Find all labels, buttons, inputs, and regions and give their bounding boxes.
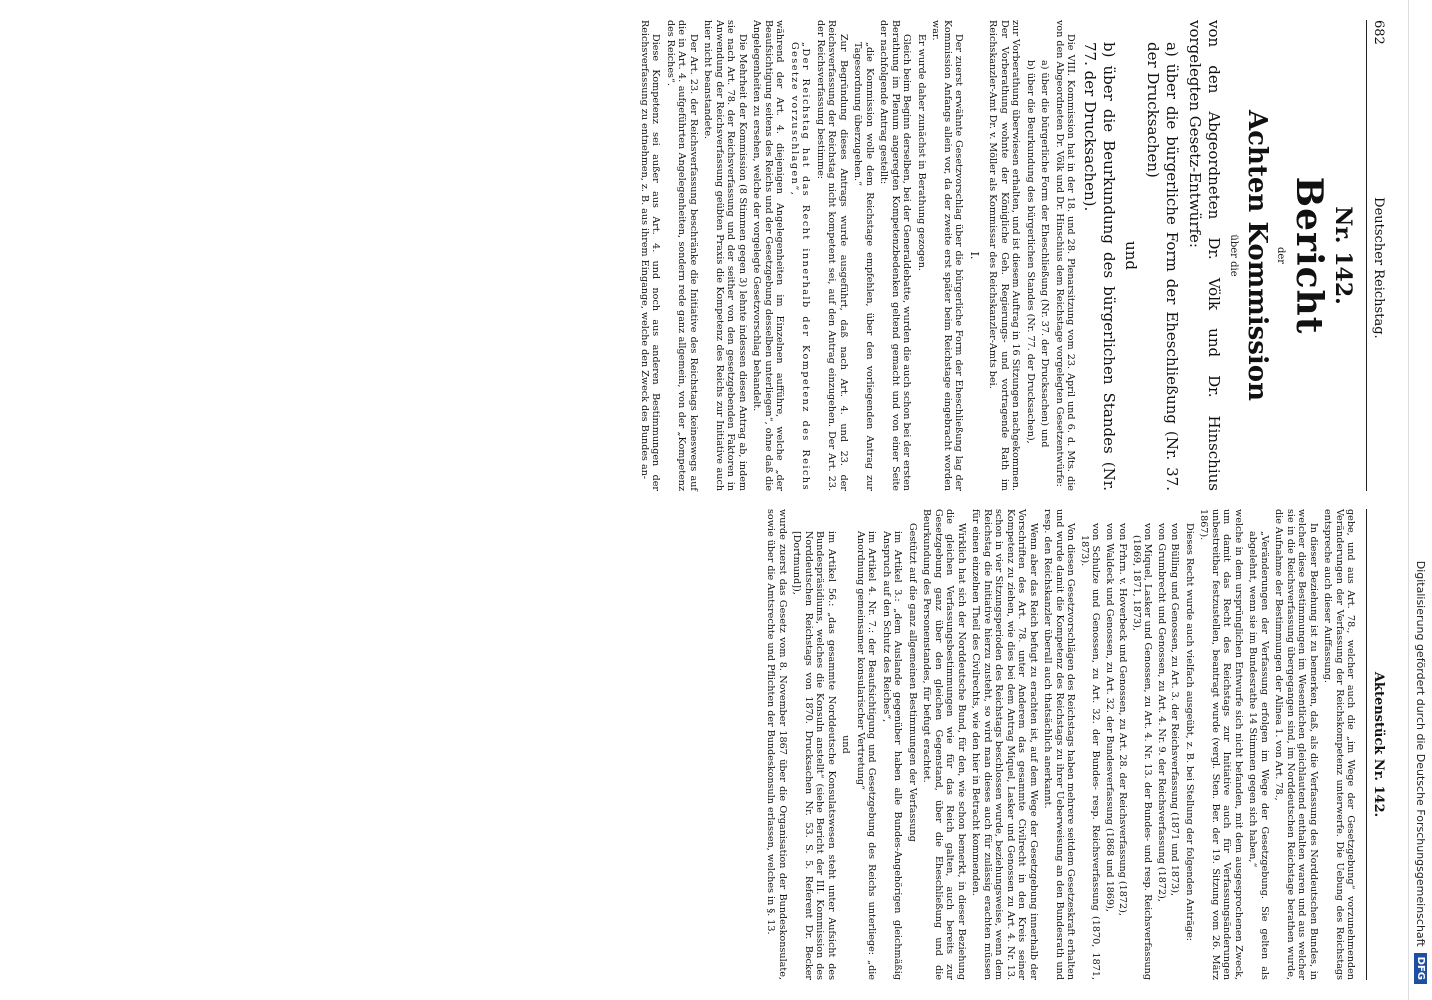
paragraph: welche in dem ursprünglichen Entwurfe sich nicht befanden, mit dem ausgesprochenen Zweck, um damit das Recht des Reichstags zur Initiative auch für Verfassungsänderungen unbestreitbar festzustellen, beantragt wurde (vergl. Sten. Ber. der 19. Sitzung vom 26. März 1867). xyxy=(1198,509,1244,980)
article-citation: im Artikel 4. Nr. 7.: der Beaufsichtigung und Gesetzgebung des Reichs unterliege: „die Anordnung gemeinsamer konsularischer Vertretung“ xyxy=(854,531,878,980)
right-running-header xyxy=(1366,509,1386,980)
paragraph: Er wurde daher zunächst in Berathung gezogen. xyxy=(915,34,927,271)
running-head-right: Aktenstück Nr. 142. xyxy=(1371,671,1386,818)
paragraph: Wirklich hat sich der Norddeutsche Bund, für den, wie schon bemerkt, in dieser Beziehung die gleichen Verfassungsbestimmungen wie für das Reich galten, auch bereits zur Gesetzgebung ganz über den gleichen Gegenstand, über die Eheschließung und die Beurkundung des Personenstandes, für befugt erachtet. xyxy=(921,509,967,980)
page-content xyxy=(26,20,1386,980)
paragraph: Gleich beim Beginn derselben, bei der Generaldebatte, wurden die auch schon bei der ersten Berathung im Plenum angeregten Kompetenzbedenken geltend gemacht und von einer Seite der nachfolgende Antrag gestellt: xyxy=(878,20,913,491)
paragraph: a) über die bürgerliche Form der Eheschließung (Nr. 37. der Drucksachen) und xyxy=(1039,60,1051,448)
document-number: Nr. 142. xyxy=(1330,206,1357,305)
right-column xyxy=(26,509,1386,980)
motion-item: von Grumbrecht und Genossen, zu Art. 4. Nr. 9. der Reichsverfassung (1872), xyxy=(1155,523,1167,902)
authors-line: von den Abgeordneten Dr. Völk und Dr. Hinschius vorgelegten Gesetz-Entwürfe: xyxy=(1185,20,1223,491)
paragraph: zur Vorberathung überwiesen erhalten, und ist diesem Auftrag in 16 Sitzungen nachgekommen. Der Vorberathung wohnte der Königliche Geh. Regierungs- und vortragende Rath im Reichskanzler-Amt Dr. v. Möller als Kommissar des Reichskanzler-Amts bei. xyxy=(987,20,1022,491)
paragraph: b) über die Beurkundung des bürgerlichen Standes (Nr. 77. der Drucksachen), xyxy=(1024,60,1036,444)
dfg-logo: DFG xyxy=(1414,953,1427,984)
article-citation: im Artikel 56.: „das gesammte Norddeutsche Konsulatswesen steht unter Aufsicht des Bundespräsidiums, welches die Konsuln anstellt“ (siehe Bericht der III. Kommission des Norddeutschen Reichstags von 1870. Drucksachen Nr. 53. S. 5. Referent Dr. Becker [Dortmund]), xyxy=(791,531,837,980)
paragraph: Wenn aber das Reich befugt zu erachten ist, auf dem Wege der Gesetzgebung innerhalb der Vorschriften des Art. 78. unter Anderem das gesammte Civilrecht in den Kreis seiner Kompetenz zu ziehen, wie dies bei dem Antrag Miquel, Lasker und Genossen zu Art. 4. Nr. 13. schon in vier Sitzungsperioden des Reichstags beschlossen wurde, beziehungsweise, wenn dem Reichstag die Initiative hierzu zusteht, so wird man dieses auch für zulässig erachten müssen für einen einzelnen Theil des Civilrechts, wie den hier in Betracht kommenden. xyxy=(970,509,1039,980)
section-heading: I. xyxy=(967,251,981,260)
scan-notice: Digitalisierung gefördert durch die Deutsche Forschungsgemeinschaft xyxy=(1414,560,1427,947)
motion-item: von Schulze und Genossen, zu Art. 32. der Bundes- resp. Reichsverfassung (1870, 1871, 1873). xyxy=(1078,523,1102,980)
paragraph: wurde zuerst das Gesetz vom 8. November 1867 über die Organisation der Bundeskonsulate, sowie über die Amtsrechte und Pflichten der Bundeskonsuln erlassen, welches in §. 13. xyxy=(765,509,788,980)
paragraph: Die VIII. Kommission hat in der 18. und 28. Plenarsitzung vom 23. April und 6. d. Mts. die von den Abgeordneten Dr. Völk und Dr. Hinschius dem Reichstage vorgelegten Gesetzentwürfe: xyxy=(1053,20,1077,491)
paragraph: Zur Begründung dieses Antrags wurde ausgeführt, daß nach Art. 4. und 23. der Reichsverfassung der Reichstag nicht kompetent sei, auf den Antrag einzugehen. Der Art. 23. der Reichsverfassung bestimme: xyxy=(814,20,849,491)
paragraph: Die Mehrheit der Kommission (8 Stimmen gegen 3) lehnte indessen diesen Antrag ab, indem sie nach Art. 78. der Reichsverfassung und der seither von den gesetzgebenden Faktoren in Anwendung der Reichsverfassung geübten Praxis die Kompetenz des Reichs zur Initiative auch hier nicht beanstandete. xyxy=(702,20,748,491)
paragraph: Gestützt auf die ganz allgemeinen Bestimmungen der Verfassung xyxy=(906,523,918,842)
scan-notice-bar xyxy=(1408,0,1432,1000)
article-citation: im Artikel 3.: „dem Auslande gegenüber haben alle Bundes-Angehörigen gleichmäßig Anspruch auf den Schutz des Reiches“, xyxy=(880,531,904,980)
bill-item-a: a) über die bürgerliche Form der Eheschließung (Nr. 37. der Drucksachen) xyxy=(1144,42,1182,491)
word-der: der xyxy=(1274,246,1286,265)
paragraph: Diese Kompetenz sei außer aus Art. 4. und noch aus anderen Bestimmungen der Reichsverfassung zu entnehmen, z. B. aus ihrem Eingange, welche den Zweck des Bundes an- xyxy=(638,20,662,491)
paragraph: Der zuerst erwähnte Gesetzvorschlag über die bürgerliche Form der Eheschließung lag der Kommission Anfangs allein vor, da der zweite erst später beim Reichstage eingebracht worden war. xyxy=(930,20,965,491)
paragraph: gebe, und aus Art. 78., welcher auch die „im Wege der Gesetzgebung“ vorzunehmenden Veränderungen der Verfassung der Reichskompetenz unterwerfe. Die Uebung des Reichstags entspreche auch dieser Auffassung. xyxy=(1322,509,1357,980)
motion-quote: „die Kommission wolle dem Reichstage empfehlen, über den vorliegenden Antrag zur Tagesordnung überzugehen.“ xyxy=(852,42,875,491)
motion-item: von Miquel, Lasker und Genossen, zu Art. 4. Nr. 13. der Bundes- und resp. Reichsverfassung (1869, 1871, 1873), xyxy=(1130,523,1154,980)
paragraph: Dieses Recht wurde auch vielfach ausgeübt, z. B. bei Stellung der folgenden Anträge: xyxy=(1183,523,1195,941)
paragraph: Der Art. 23. der Reichsverfassung beschränke die Initiative des Reichstags keineswegs auf die in Art. 4. aufgeführten Angelegenheiten, sondern rede ganz allgemein, von der „Kompetenz des Reiches“. xyxy=(664,20,699,491)
paragraph: Von diesen Gesetzvorschlägen des Reichstags haben mehrere seitdem Gesetzeskraft erhalten und wurde damit die Kompetenz des Reichstags zu ihrer Ueberweisung an den Bundesrath und resp. den Reichskanzler überall auch thatsächlich anerkannt. xyxy=(1042,509,1077,980)
left-running-header xyxy=(1366,20,1386,491)
motion-item: von Waldeck und Genossen, zu Art. 32. der Bundesverfassung (1868 und 1869), xyxy=(1103,523,1115,912)
commission-name: Achten Kommission xyxy=(1241,109,1272,402)
page-number: 682 xyxy=(1371,20,1386,45)
article-quote: „Der Reichstag hat das Recht innerhalb der Kompetenz des Reichs Gesetze vorzuschlagen“, xyxy=(788,42,812,491)
left-column xyxy=(26,20,1386,491)
paragraph: während der Art. 4. diejenigen Angelegenheiten im Einzelnen aufführe, welche „der Beaufsichtigung seitens des Reichs und der Gesetzgebung desselben unterliegen“, ohne daß die Angelegenheiten zu ersehen, welche der vorgelegte Gesetzvorschlag behandelt. xyxy=(751,20,786,491)
paragraph: In dieser Beziehung ist zu bemerken, daß, als die Verfassung des Norddeutschen Bundes, in welcher diese Bestimmungen im Wesentlichen gleichlautend enthalten waren und aus welcher sie in die Reichsverfassung übergegangen sind, im Norddeutschen Reichstage berathen wurde, die Aufnahme der Bestimmungen der Alinea 1. von Art. 78., xyxy=(1273,509,1319,980)
bill-item-b: b) über die Beurkundung des bürgerlichen Standes (Nr. 77. der Drucksachen). xyxy=(1080,42,1118,491)
word-ueber: über die xyxy=(1227,234,1239,277)
word-und: und xyxy=(840,735,852,754)
motion-list xyxy=(1078,509,1180,980)
word-und: und xyxy=(1121,241,1140,270)
document-title: Bericht xyxy=(1288,176,1331,335)
motion-item: von Bülling und Genossen, zu Art. 3. der Reichsverfassung (1871 und 1873), xyxy=(1169,523,1181,897)
constitution-quote: „Veränderungen der Verfassung erfolgen im Wege der Gesetzgebung. Sie gelten als abgelehnt, wenn sie im Bundesrathe 14 Stimmen gegen sich haben,“ xyxy=(1247,531,1270,980)
running-head-left: Deutscher Reichstag. xyxy=(1371,197,1386,339)
motion-item: von Frhrn. v. Hoverbeck und Genossen, zu Art. 28. der Reichsverfassung (1872), xyxy=(1117,523,1129,916)
